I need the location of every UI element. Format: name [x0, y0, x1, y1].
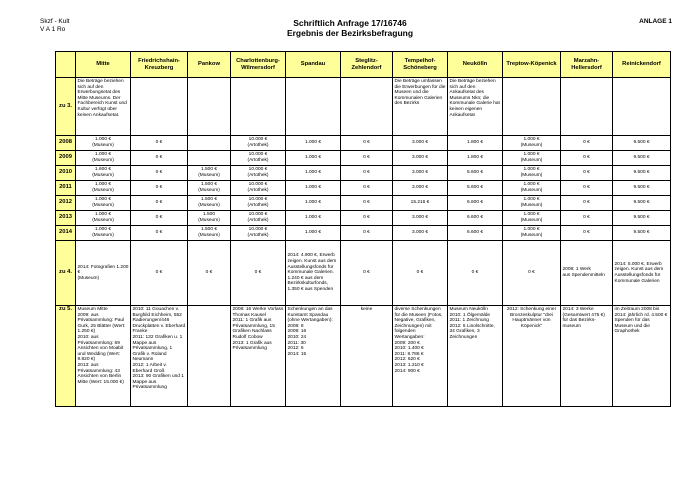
- table-cell: 6.600 €: [448, 226, 503, 241]
- department-line-1: Skzf - Kult: [40, 18, 70, 25]
- table-cell: 9.500 €: [613, 226, 671, 241]
- table-cell: 1.000 € (Museum): [76, 226, 131, 241]
- table-cell: [503, 78, 561, 136]
- table-cell: 1.500 € (Museum): [188, 181, 231, 196]
- table-cell: 5.600 €: [448, 166, 503, 181]
- table-cell: 1.000 €: [286, 211, 341, 226]
- table-cell: 3.000 €: [393, 181, 448, 196]
- table-row-year: [56, 166, 671, 181]
- table-row-year: [56, 226, 671, 241]
- table-cell: 2008: 1 Werk aus Spendenmitteln: [561, 241, 613, 306]
- column-header: Steglitz-Zehlendorf: [341, 52, 393, 78]
- column-header: Mitte: [76, 52, 131, 78]
- table-cell: 6.600 €: [448, 211, 503, 226]
- table-cell: 0 €: [561, 226, 613, 241]
- table-cell: 1.000 €: [286, 226, 341, 241]
- table-cell: 1.000 €: [286, 181, 341, 196]
- table-cell: 0 €: [341, 181, 393, 196]
- table-cell: [231, 78, 286, 136]
- row-label: 2010: [56, 166, 76, 181]
- table-cell: [188, 151, 231, 166]
- table-row-zu4: [56, 241, 671, 306]
- table-cell: 0 €: [131, 226, 188, 241]
- table-cell: 3.000 €: [393, 151, 448, 166]
- table-cell: 0 €: [131, 211, 188, 226]
- document-title: [0, 18, 700, 38]
- table-cell: 1.600 € (Museum): [76, 166, 131, 181]
- table-cell: [341, 78, 393, 136]
- table-cell: 0 €: [131, 196, 188, 211]
- table-cell: 0 €: [561, 136, 613, 151]
- table-cell: diverse Schenkungen für die Museen (Fotos, Negative, Grafiken, Zeichnungen) mit folgenden Wertangaben: 2009: 200 € 2010: 1.400 € 2011: 8.786 € 2012: 620 € 2013: 1.210 € 2014: 900 €: [393, 306, 448, 407]
- table-row-zu3: [56, 78, 671, 136]
- table-cell: 3.000 €: [393, 211, 448, 226]
- column-header: Treptow-Köpenick: [503, 52, 561, 78]
- table-cell: 0 €: [341, 226, 393, 241]
- column-header: Reinickendorf: [613, 52, 671, 78]
- table-cell: 0 €: [341, 136, 393, 151]
- survey-results-table: [55, 51, 671, 407]
- table-cell: 9.500 €: [613, 136, 671, 151]
- table-cell: Schenkungen an das Kunstamt Spandau (ohne Wertangaben): 2008: 8 2009: 16 2010: 24 2011: 30 2012: 6 2014: 15: [286, 306, 341, 407]
- table-cell: 10.000 € (Artothek): [231, 211, 286, 226]
- table-row-year: [56, 136, 671, 151]
- table-cell: 0 €: [561, 166, 613, 181]
- table-row-year: [56, 196, 671, 211]
- table-cell: 2012: Schenkung einer Bronzeskulptur "drei Hauptmänner von Köpenick": [503, 306, 561, 407]
- table-cell: 10.000 € (Artothek): [231, 166, 286, 181]
- table-cell: 3.000 €: [393, 226, 448, 241]
- table-cell: 0 €: [131, 136, 188, 151]
- table-cell: 1.000 € (Museum): [503, 211, 561, 226]
- table-cell: [613, 78, 671, 136]
- table-cell: 10.000 € (Artothek): [231, 151, 286, 166]
- table-cell: 0 €: [231, 241, 286, 306]
- table-cell: 15.216 €: [393, 196, 448, 211]
- row-label: zu 3.: [56, 78, 76, 136]
- table-cell: [286, 78, 341, 136]
- table-cell: 1.000 € (Museum): [503, 136, 561, 151]
- table-cell: im Zeitraum 2008 bis 2014: jährlich rd. 4.500 € Spenden für das Museum und die Graphothek: [613, 306, 671, 407]
- row-label: 2014: [56, 226, 76, 241]
- table-cell: 0 €: [341, 211, 393, 226]
- table-cell: 1.000 € (Museum): [76, 196, 131, 211]
- table-cell: 1.500 € (Museum): [188, 196, 231, 211]
- table-cell: 0 €: [561, 211, 613, 226]
- table-cell: Die Beträge umfassen die Erwerbungen für die Museen und die Kommunalen Galerien des Bezirks: [393, 78, 448, 136]
- table-cell: [188, 136, 231, 151]
- column-header: Pankow: [188, 52, 231, 78]
- table-cell: 0 €: [131, 181, 188, 196]
- table-cell: 10.000 € (Artothek): [231, 196, 286, 211]
- title-line-2: Ergebnis der Bezirksbefragung: [286, 28, 414, 38]
- table-cell: [188, 306, 231, 407]
- table-cell: 1.000 € (Museum): [76, 181, 131, 196]
- table-cell: 0 €: [341, 196, 393, 211]
- table-cell: 9.500 €: [613, 181, 671, 196]
- row-label: zu 4.: [56, 241, 76, 306]
- table-cell: Museum Neukölln 2010: 1 Ölgemälde 2011: 1 Zeichnung 2012: 6 Linolschnitte, 34 Grafiken, 3 Zeichnungen: [448, 306, 503, 407]
- corner-cell: [56, 52, 76, 78]
- row-label: 2011: [56, 181, 76, 196]
- column-header-row: [56, 52, 671, 78]
- table-row-year: [56, 181, 671, 196]
- table-cell: 0 €: [561, 196, 613, 211]
- table-cell: 1.500 (Museum): [188, 211, 231, 226]
- table-cell: 1.000 €: [286, 136, 341, 151]
- table-cell: 9.500 €: [613, 151, 671, 166]
- table-cell: [131, 78, 188, 136]
- table-cell: 0 €: [341, 151, 393, 166]
- table-cell: 1.500 € (Museum): [188, 166, 231, 181]
- table-row-zu5: [56, 306, 671, 407]
- table-cell: 2008: 16 Werke Vorlass Thomas Kausel 2011: 1 Grafik aus Privatsammlung, 15 Grafiken Nachlass Rudolf Cobow 2013: 1 Grafik aus Privatsammlung: [231, 306, 286, 407]
- row-label: 2013: [56, 211, 76, 226]
- row-label: 2012: [56, 196, 76, 211]
- table-cell: 9.500 €: [613, 211, 671, 226]
- table-cell: 1.500 € (Museum): [188, 226, 231, 241]
- column-header: Marzahn-Hellersdorf: [561, 52, 613, 78]
- title-line-1: Schriftlich Anfrage 17/16746: [293, 18, 407, 28]
- table-cell: 0 €: [561, 151, 613, 166]
- table-cell: 2014: 4.900 €, Erwerb zeigen. Kunst aus dem Ausstellungsfonds für Kommunale Galerien. 1.240 € aus dem Bezirkskulturfonds, 1.350 € aus Spenden: [286, 241, 341, 306]
- table-cell: 2010: 11 Gouachen v. Burghild Eichheim, 552 Radierungen/446 Druckplatten v. Eberhard Franke 2011: 132 Grafiken u. 1 Mappe aus Privatsammlung, 1 Grafik v. Roland Neumann 2012: 1 Arbeit v. Eberhard Groß 2013: 90 Grafiken und 1 Mappe aus Privatsammlung: [131, 306, 188, 407]
- table-cell: 0 €: [448, 241, 503, 306]
- table-cell: 1.000 €: [286, 166, 341, 181]
- table-cell: 10.000 € (Artothek): [231, 181, 286, 196]
- table-cell: 9.500 €: [613, 166, 671, 181]
- table-cell: 0 €: [131, 241, 188, 306]
- table-cell: 10.000 € (Artothek): [231, 226, 286, 241]
- column-header: Friedrichshain-Kreuzberg: [131, 52, 188, 78]
- column-header: Neukölln: [448, 52, 503, 78]
- table-cell: 1.000 €: [286, 151, 341, 166]
- table-cell: 3.000 €: [393, 166, 448, 181]
- table-cell: 0 €: [188, 241, 231, 306]
- table-cell: 1.000 € (Museum): [76, 136, 131, 151]
- table-cell: 9.500 €: [613, 196, 671, 211]
- table-cell: 0 €: [341, 166, 393, 181]
- table-cell: 3.000 €: [393, 136, 448, 151]
- table-cell: 1.000 € (Museum): [503, 166, 561, 181]
- table-cell: 1.000 € (Museum): [76, 211, 131, 226]
- table-cell: 1.000 € (Museum): [503, 196, 561, 211]
- table-cell: 1.000 €: [286, 196, 341, 211]
- table-cell: 0 €: [341, 241, 393, 306]
- table-cell: 1.000 € (Museum): [503, 181, 561, 196]
- table-cell: [188, 78, 231, 136]
- table-cell: 2014: 5.000 €, Erwerb zeigen. Kunst aus dem Ausstellungsfonds für Kommunale Galerien: [613, 241, 671, 306]
- table-cell: 1.000 € (Museum): [503, 226, 561, 241]
- table-cell: 0 €: [131, 166, 188, 181]
- row-label: zu 5.: [56, 306, 76, 407]
- table-cell: 0 €: [131, 151, 188, 166]
- table-cell: 1.800 €: [448, 151, 503, 166]
- row-label: 2009: [56, 151, 76, 166]
- table-cell: 2014: Fotografien 1.200 € (Museum): [76, 241, 131, 306]
- table-cell: keine: [341, 306, 393, 407]
- row-label: 2008: [56, 136, 76, 151]
- table-cell: Die Beträge beziehen sich auf den Erwerbungsetat des Mitte Museums. Der Fachbereich Kunst und Kultur verfügt über keinen Ankaufsetat.: [76, 78, 131, 136]
- department-line-2: V A 1 Ro: [40, 26, 66, 33]
- table-cell: Die Beträge beziehen sich auf den Ankaufsetat des Museums Nkn; die Kommunale Galerie hat keinen eigenen Ankaufsetat: [448, 78, 503, 136]
- table-cell: 5.600 €: [448, 181, 503, 196]
- column-header: Tempelhof-Schöneberg: [393, 52, 448, 78]
- table-row-year: [56, 151, 671, 166]
- table-cell: 1.800 €: [448, 136, 503, 151]
- table-cell: 1.000 € (Museum): [503, 151, 561, 166]
- table-cell: 0 €: [393, 241, 448, 306]
- table-cell: 10.000 € (Artothek): [231, 136, 286, 151]
- table-cell: 6.600 €: [448, 196, 503, 211]
- column-header: Spandau: [286, 52, 341, 78]
- table-cell: 0 €: [561, 181, 613, 196]
- table-cell: 0 €: [503, 241, 561, 306]
- attachment-label: ANLAGE 1: [639, 18, 672, 25]
- column-header: Charlottenburg-Wilmersdorf: [231, 52, 286, 78]
- table-cell: [561, 78, 613, 136]
- table-cell: 2014: 3 Werke (Gesamtwert 475 €) für das Bezirks-museum: [561, 306, 613, 407]
- table-cell: 1.000 € (Museum): [76, 151, 131, 166]
- table-row-year: [56, 211, 671, 226]
- table-cell: Museum Mitte 2009: aus Privatsammlung: Paul Gurk, 25 Blätter (Wert: 1.250 €) 2010: aus Privatsammlung: 69 Ansichten von Moabit und Wedding (Wert: 9.820 €) 2013: aus Privatsammlung: 43 Ansichten von Berlin Mitte (Wert: 15.000 €): [76, 306, 131, 407]
